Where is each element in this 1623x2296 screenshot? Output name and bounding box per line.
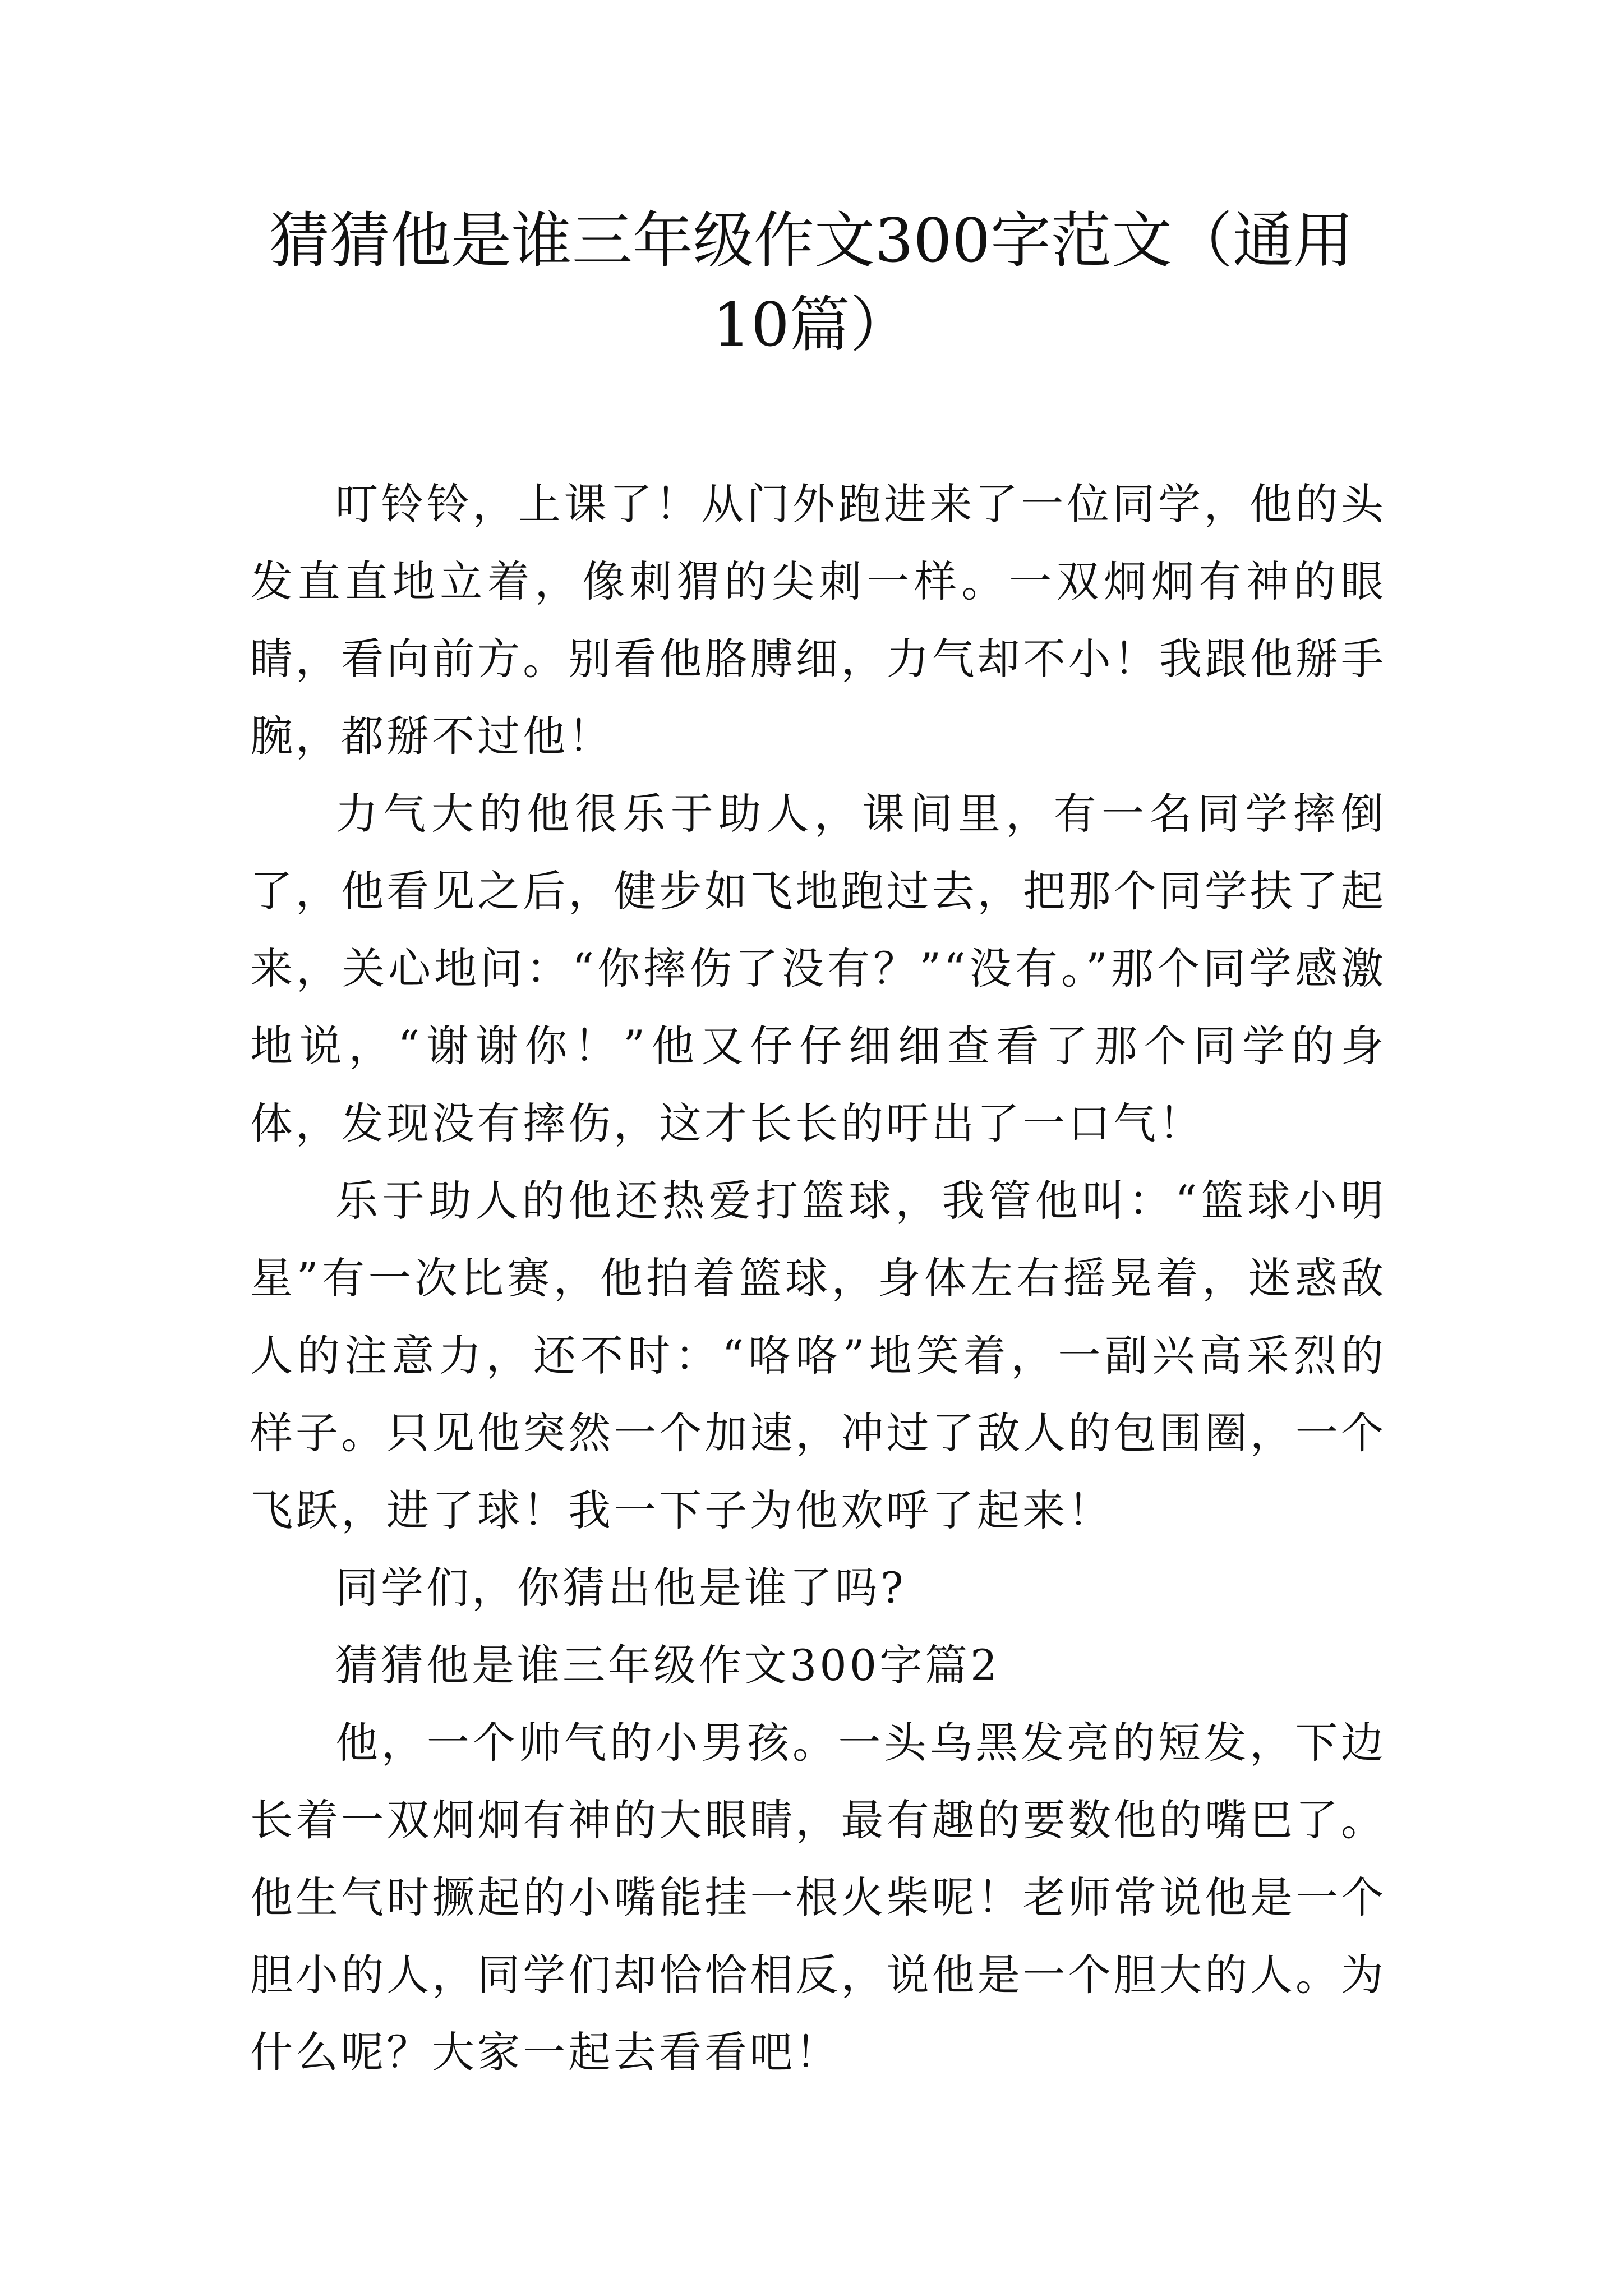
paragraph: 他，一个帅气的小男孩。一头乌黑发亮的短发，下边长着一双炯炯有神的大眼睛，最有趣的要数他的嘴巴了。他生气时撅起的小嘴能挂一根火柴呢！老师常说他是一个胆小的人，同学们却恰恰相反，说他是一个胆大的人。为什么呢？大家一起去看看吧！ — [250, 1718, 1386, 2077]
paragraph: 乐于助人的他还热爱打篮球，我管他叫：“篮球小明星”有一次比赛，他拍着篮球，身体左右摇晃着，迷惑敌人的注意力，还不时：“咯咯”地笑着，一副兴高采烈的样子。只见他突然一个加速，冲过了敌人的包围圈，一个飞跃，进了球！我一下子为他欢呼了起来！ — [250, 1176, 1386, 1535]
paragraph: 叮铃铃，上课了！从门外跑进来了一位同学，他的头发直直地立着，像刺猬的尖刺一样。一双炯炯有神的眼睛，看向前方。别看他胳膊细，力气却不小！我跟他掰手腕，都掰不过他！ — [250, 479, 1386, 761]
document-title: 猜猜他是谁三年级作文300字范文（通用10篇） — [269, 206, 1354, 360]
document-body — [250, 466, 1386, 2091]
paragraph: 同学们，你猜出他是谁了吗? — [335, 1563, 906, 1613]
section-heading: 猜猜他是谁三年级作文300字篇2 — [335, 1640, 1000, 1690]
paragraph: 力气大的他很乐于助人，课间里，有一名同学摔倒了，他看见之后，健步如飞地跑过去，把那个同学扶了起来，关心地问：“你摔伤了没有？”“没有。”那个同学感激地说，“谢谢你！”他又仔仔细细查看了那个同学的身体，发现没有摔伤，这才长长的吁出了一口气！ — [250, 789, 1386, 1148]
